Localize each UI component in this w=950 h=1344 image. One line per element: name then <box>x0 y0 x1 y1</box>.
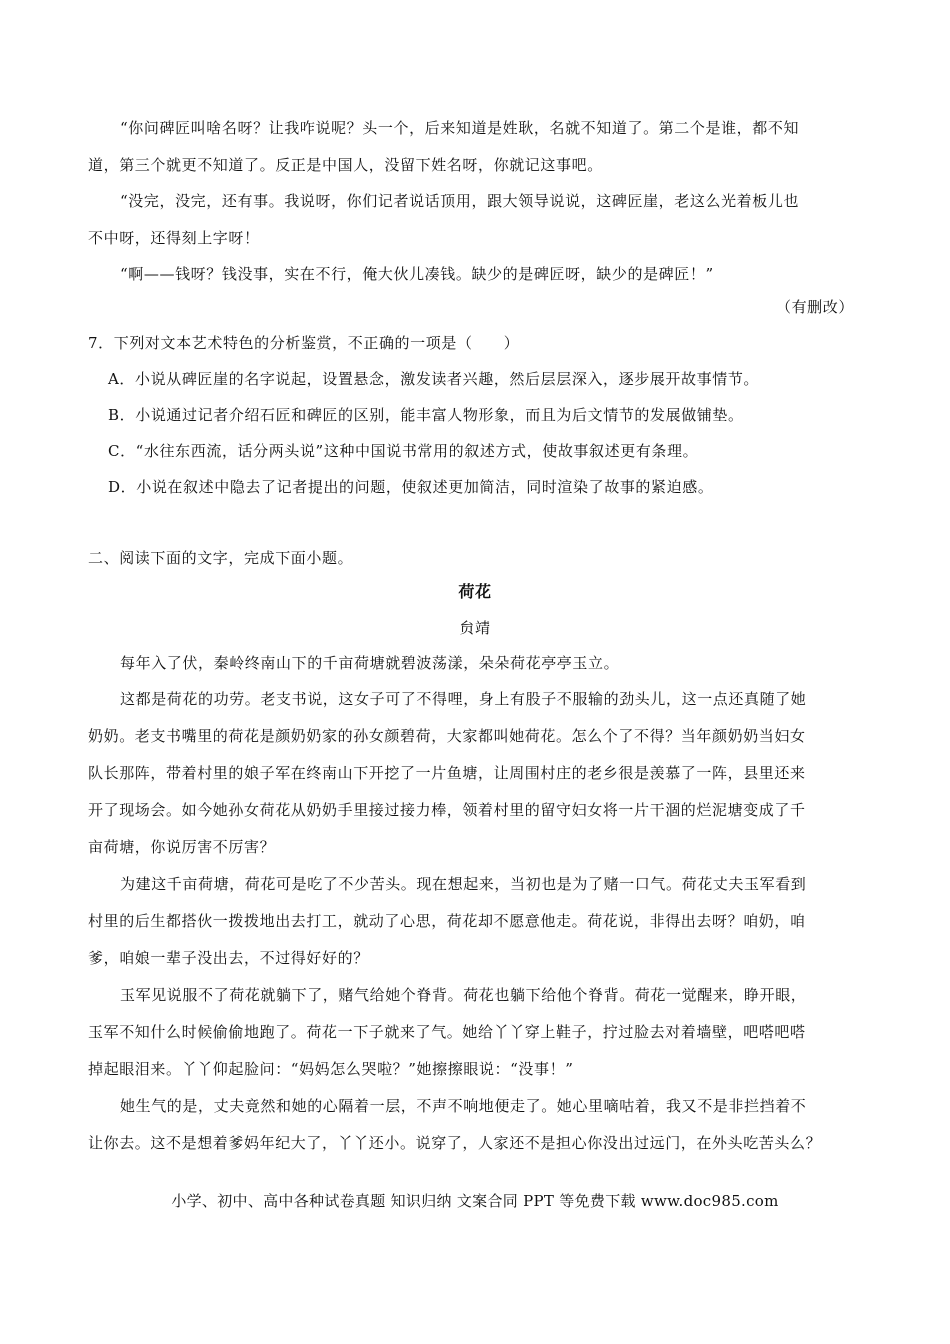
option-c: C．“水往东西流，话分两头说”这种中国说书常用的叙述方式，使故事叙述更有条理。 <box>108 442 699 460</box>
article-title: 荷花 <box>458 582 492 601</box>
option-a: A．小说从碑匠崖的名字说起，设置悬念，激发读者兴趣，然后层层深入，逐步展开故事情节。 <box>108 370 760 388</box>
article-line: 为建这千亩荷塘，荷花可是吃了不少苦头。现在想起来，当初也是为了赌一口气。荷花丈夫玉军看到 <box>120 875 807 893</box>
section-heading: 二、阅读下面的文字，完成下面小题。 <box>88 549 354 567</box>
question-stem: 7．下列对文本艺术特色的分析鉴赏，不正确的一项是（ ） <box>88 334 520 352</box>
passage-line: “你问碑匠叫啥名呀？让我咋说呢？头一个，后来知道是姓耿，名就不知道了。第二个是谁，都不知 <box>120 119 800 137</box>
page-footer: 小学、初中、高中各种试卷真题 知识归纳 文案合同 PPT 等免费下载 www.doc985.com <box>171 1192 779 1210</box>
article-line: 玉军不知什么时候偷偷地跑了。荷花一下子就来了气。她给丫丫穿上鞋子，拧过脸去对着墙壁，吧嗒吧嗒 <box>88 1023 806 1041</box>
article-line: 每年入了伏，秦岭终南山下的千亩荷塘就碧波荡漾，朵朵荷花亭亭玉立。 <box>120 654 620 672</box>
passage-line: “没完，没完，还有事。我说呀，你们记者说话顶用，跟大领导说说，这碑匠崖，老这么光着板儿也 <box>120 192 800 210</box>
passage-line: “啊——钱呀？钱没事，实在不行，俺大伙儿凑钱。缺少的是碑匠呀，缺少的是碑匠！” <box>120 265 714 283</box>
article-line: 亩荷塘，你说厉害不厉害？ <box>88 838 276 856</box>
article-line: 她生气的是，丈夫竟然和她的心隔着一层，不声不响地便走了。她心里嘀咕着，我又不是非拦挡着不 <box>120 1097 807 1115</box>
article-line: 这都是荷花的功劳。老支书说，这女子可了不得哩，身上有股子不服输的劲头儿，这一点还真随了她 <box>120 690 807 708</box>
article-line: 开了现场会。如今她孙女荷花从奶奶手里接过接力棒，领着村里的留守妇女将一片干涸的烂泥塘变成了千 <box>88 801 806 819</box>
article-author: 贠靖 <box>459 619 491 637</box>
passage-line: 不中呀，还得刻上字呀！ <box>88 229 260 247</box>
passage-line: 道，第三个就更不知道了。反正是中国人，没留下姓名呀，你就记这事吧。 <box>88 156 603 174</box>
article-line: 爹，咱娘一辈子没出去，不过得好好的？ <box>88 949 369 967</box>
option-b: B．小说通过记者介绍石匠和碑匠的区别，能丰富人物形象，而且为后文情节的发展做铺垫。 <box>108 406 744 424</box>
article-line: 队长那阵，带着村里的娘子军在终南山下开挖了一片鱼塘，让周围村庄的老乡很是羡慕了一阵，县里还来 <box>88 764 806 782</box>
article-line: 让你去。这不是想着爹妈年纪大了，丫丫还小。说穿了，人家还不是担心你没出过远门，在外头吃苦头么？ <box>88 1134 822 1152</box>
article-line: 掉起眼泪来。丫丫仰起脸问：“妈妈怎么哭啦？”她擦擦眼说：“没事！” <box>88 1060 574 1078</box>
article-line: 玉军见说服不了荷花就躺下了，赌气给她个脊背。荷花也躺下给他个脊背。荷花一觉醒来，睁开眼， <box>120 986 807 1004</box>
article-line: 村里的后生都搭伙一拨拨地出去打工，就动了心思，荷花却不愿意他走。荷花说，非得出去呀？咱奶，咱 <box>88 912 806 930</box>
article-line: 奶奶。老支书嘴里的荷花是颜奶奶家的孙女颜碧荷，大家都叫她荷花。怎么个了不得？当年颜奶奶当妇女 <box>88 727 806 745</box>
revision-note: （有删改） <box>775 298 854 316</box>
option-d: D．小说在叙述中隐去了记者提出的问题，使叙述更加简洁，同时渲染了故事的紧迫感。 <box>108 478 714 496</box>
